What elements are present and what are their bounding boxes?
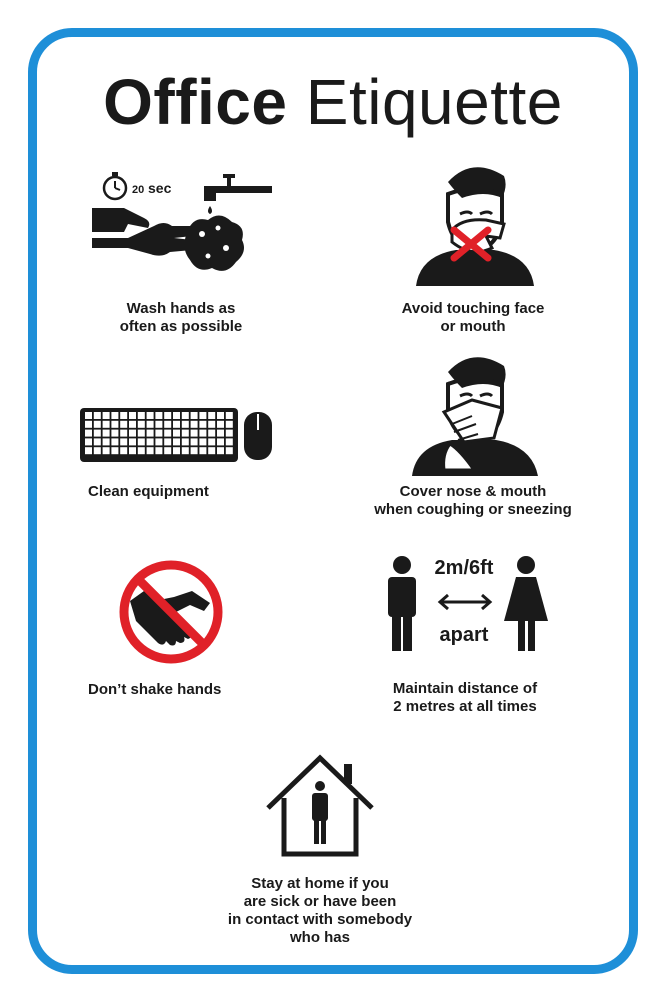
keyboard-key: [199, 438, 206, 445]
caption-line: often as possible: [119, 318, 243, 335]
hand-washing-icon: [92, 168, 276, 280]
keyboard-key: [164, 412, 171, 419]
keyboard-key: [182, 447, 189, 454]
keyboard-key: [147, 438, 154, 445]
caption-line: when coughing or sneezing: [374, 501, 572, 518]
keyboard-key: [85, 438, 92, 445]
keyboard-key: [129, 430, 136, 437]
keyboard-key: [191, 412, 198, 419]
keyboard-key: [103, 430, 110, 437]
person-tissue-icon: [408, 352, 542, 476]
keyboard-key: [155, 421, 162, 428]
keyboard-key: [111, 447, 118, 454]
distance-label: 2m/6ft: [434, 557, 494, 579]
keyboard-key: [208, 438, 215, 445]
cover-nose-caption: [353, 483, 593, 519]
keyboard-key: [173, 421, 180, 428]
stay-home-caption: [200, 875, 440, 947]
keyboard-key: [191, 430, 198, 437]
keyboard-key: [147, 412, 154, 419]
faucet-icon: [204, 174, 272, 214]
keyboard-key: [94, 447, 101, 454]
keyboard-key: [208, 447, 215, 454]
keyboard-key: [120, 412, 127, 419]
keyboard-key: [173, 430, 180, 437]
caption-line: who has: [289, 929, 350, 946]
keyboard-key: [94, 421, 101, 428]
keyboard-key: [85, 447, 92, 454]
keyboard-key: [191, 421, 198, 428]
caption-line: or mouth: [440, 318, 506, 335]
keyboard-key: [94, 430, 101, 437]
keyboard-key: [164, 430, 171, 437]
clean-equipment-caption: [88, 483, 268, 501]
keyboard-key: [138, 421, 145, 428]
person-icon: [312, 781, 328, 844]
avoid-face-caption: [378, 300, 568, 336]
keyboard-key: [226, 421, 233, 428]
keyboard-key: [226, 412, 233, 419]
keyboard-key: [208, 430, 215, 437]
keyboard-key: [199, 430, 206, 437]
caption-line: Wash hands as: [126, 300, 236, 317]
keyboard-key: [103, 447, 110, 454]
keyboard-key: [129, 438, 136, 445]
keyboard-key: [182, 430, 189, 437]
keyboard-key: [217, 438, 224, 445]
keyboard-key: [147, 430, 154, 437]
keyboard-key: [164, 421, 171, 428]
timer-number: 20: [132, 184, 145, 196]
keyboard-key: [111, 430, 118, 437]
page-title: [0, 66, 666, 138]
keyboard-key: [120, 430, 127, 437]
keyboard-key: [226, 430, 233, 437]
keyboard-key: [120, 438, 127, 445]
keyboard-key: [111, 412, 118, 419]
no-touching-face-icon: [408, 162, 542, 286]
caption-line: Avoid touching face: [401, 300, 545, 317]
keyboard-key: [129, 412, 136, 419]
keyboard-key: [164, 447, 171, 454]
keyboard-key: [129, 421, 136, 428]
keyboard-key: [191, 447, 198, 454]
keyboard-key: [138, 430, 145, 437]
keyboard-key: [226, 447, 233, 454]
caption-line: Clean equipment: [88, 483, 209, 500]
woman-icon: [504, 556, 548, 651]
keyboard-key: [182, 421, 189, 428]
keyboard-key: [217, 447, 224, 454]
keyboard-key: [199, 421, 206, 428]
hands-icon: [92, 208, 244, 271]
keyboard-key: [217, 430, 224, 437]
keyboard-key: [155, 412, 162, 419]
keyboard-key: [111, 421, 118, 428]
keyboard-key: [208, 421, 215, 428]
keyboard-key: [208, 412, 215, 419]
caption-line: are sick or have been: [243, 893, 397, 910]
keyboard-key: [138, 438, 145, 445]
no-handshake-icon: [116, 557, 226, 667]
double-arrow-icon: [440, 595, 490, 609]
wash-hands-caption: [96, 300, 266, 336]
keyboard-key: [94, 438, 101, 445]
keyboard-key: [199, 412, 206, 419]
keyboard-key: [173, 438, 180, 445]
apart-label: apart: [439, 624, 489, 646]
keyboard-key: [129, 447, 136, 454]
social-distance-icon: [380, 553, 556, 653]
title-regular: Etiquette: [305, 66, 563, 138]
house-person-icon: [264, 752, 376, 858]
keyboard-key: [182, 412, 189, 419]
keyboard-key: [85, 421, 92, 428]
distance-caption: [365, 680, 565, 716]
caption-line: Don’t shake hands: [88, 681, 222, 698]
caption-line: Maintain distance of: [392, 680, 538, 697]
keyboard-key: [191, 438, 198, 445]
keyboard-key: [103, 421, 110, 428]
keyboard-key: [85, 412, 92, 419]
man-icon: [388, 556, 416, 651]
keyboard-key: [103, 412, 110, 419]
caption-line: 2 metres at all times: [393, 698, 537, 715]
stopwatch-icon: [104, 172, 126, 199]
keyboard-key: [217, 412, 224, 419]
keyboard-key: [217, 421, 224, 428]
keyboard-key: [138, 412, 145, 419]
keyboard-key: [173, 412, 180, 419]
keyboard-key: [103, 438, 110, 445]
keyboard-key: [120, 421, 127, 428]
keyboard-key: [182, 438, 189, 445]
keyboard-key: [155, 447, 162, 454]
title-bold: Office: [103, 66, 288, 138]
keyboard-key: [164, 438, 171, 445]
keyboard-key: [111, 438, 118, 445]
keyboard-key: [147, 421, 154, 428]
keyboard-key: [120, 447, 127, 454]
keyboard-key: [138, 447, 145, 454]
caption-line: Stay at home if you: [251, 875, 389, 892]
keyboard-mouse-icon: [78, 406, 276, 464]
keyboard-key: [155, 438, 162, 445]
keyboard-key: [173, 447, 180, 454]
keyboard-key: [155, 430, 162, 437]
keyboard-key: [199, 447, 206, 454]
keyboard-key: [85, 430, 92, 437]
keyboard-key: [226, 438, 233, 445]
no-handshake-caption: [88, 681, 268, 699]
keyboard-key: [147, 447, 154, 454]
keyboard-key: [94, 412, 101, 419]
caption-line: Cover nose & mouth: [399, 483, 547, 500]
timer-unit: sec: [148, 180, 172, 196]
caption-line: in contact with somebody: [227, 911, 413, 928]
